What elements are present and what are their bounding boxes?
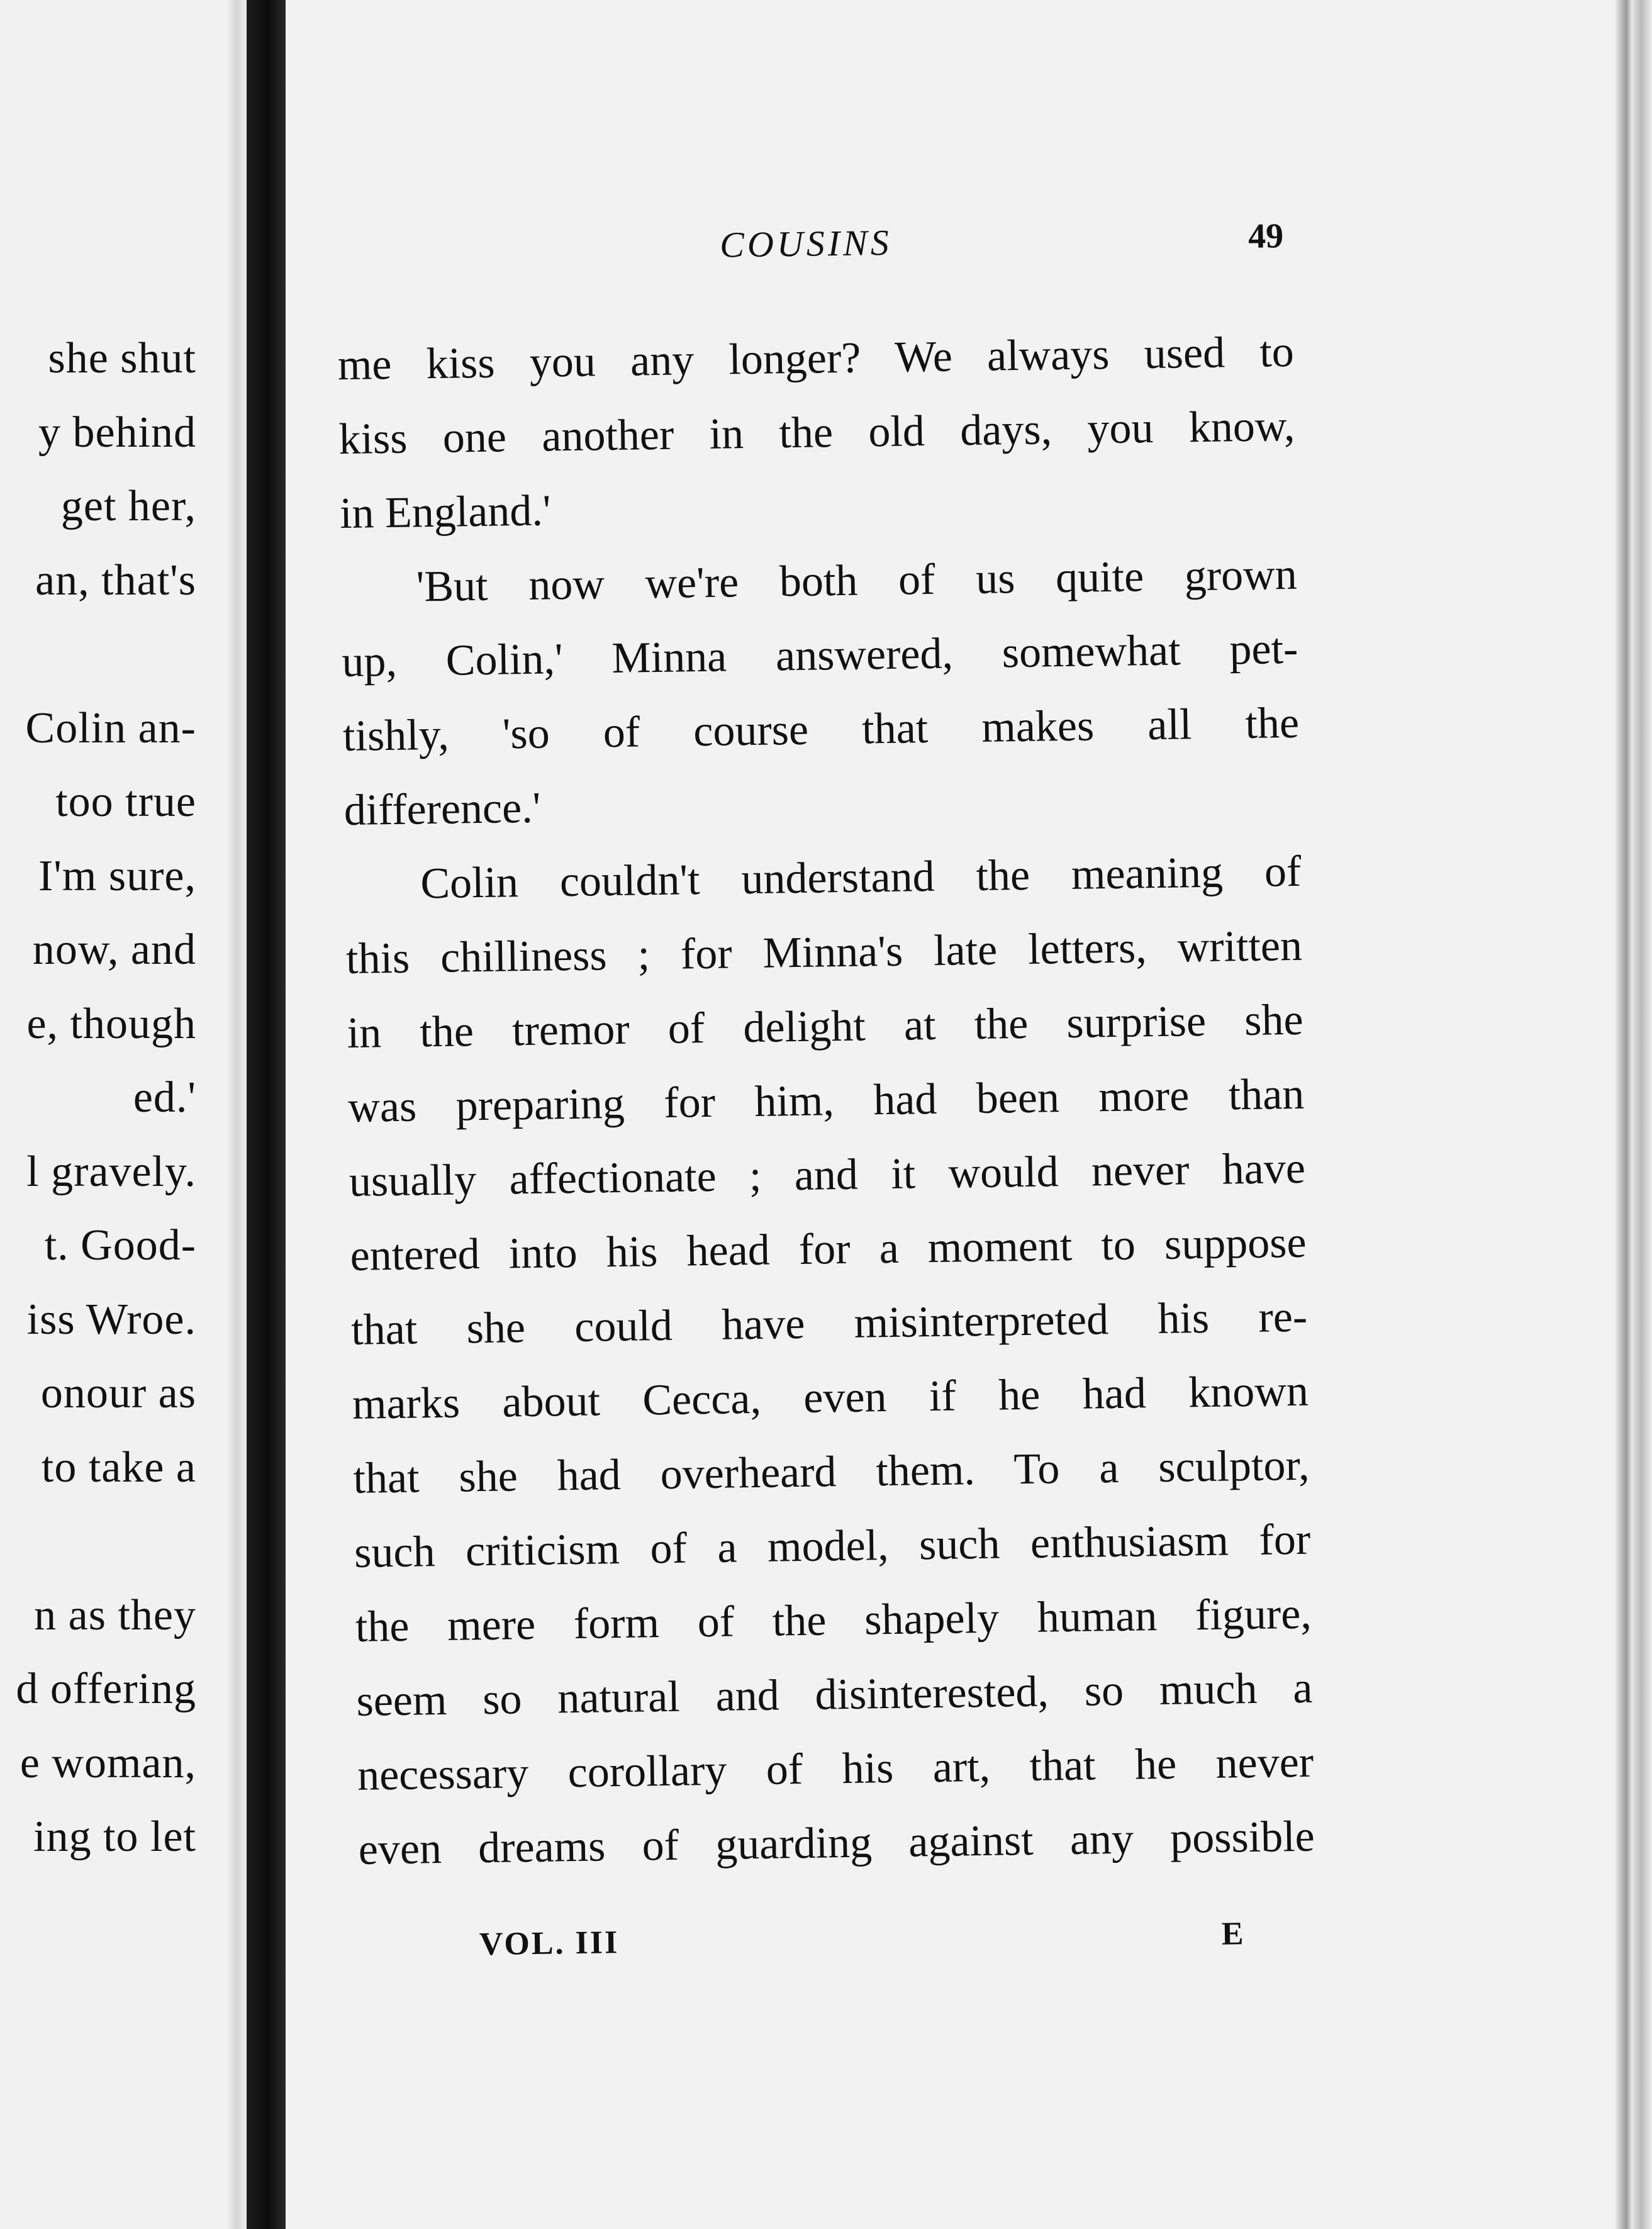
left-page-line: to take a: [41, 1443, 196, 1492]
body-text-line: was preparing for him, had been more than: [347, 1070, 1305, 1132]
body-text-line: difference.': [343, 783, 541, 835]
left-page-line: get her,: [60, 482, 196, 530]
right-page: [286, 0, 1616, 2229]
left-page-line: y behind: [38, 408, 196, 457]
left-page-line: Colin an-: [25, 703, 196, 752]
book-gutter: [247, 0, 286, 2229]
left-facing-page: [0, 0, 247, 2229]
body-text-line: even dreams of guarding against any possible: [358, 1812, 1315, 1874]
left-page-line: iss Wroe.: [26, 1295, 196, 1344]
left-page-line: an, that's: [35, 556, 196, 605]
right-page-edge: [1616, 0, 1652, 2229]
body-text-line: Colin couldn't understand the meaning of: [420, 847, 1302, 908]
left-page-line: l gravely.: [26, 1147, 196, 1196]
left-page-line: ing to let: [33, 1813, 196, 1861]
body-text-line: 'But now we're both of us quite grown: [416, 550, 1298, 612]
left-page-line: e, though: [26, 999, 196, 1048]
body-text-line: necessary corollary of his art, that he never: [357, 1738, 1314, 1800]
left-page-line: too true: [55, 778, 196, 826]
body-text-line: this chilliness ; for Minna's late letters, written: [345, 921, 1303, 983]
left-page-line: e woman,: [20, 1738, 196, 1787]
left-page-line: n as they: [34, 1590, 196, 1640]
running-head: COUSINS: [719, 221, 893, 265]
left-page-edge: [226, 0, 247, 2229]
body-text-line: that she could have misinterpreted his re-: [350, 1292, 1308, 1355]
body-text-line: kiss one another in the old days, you know,: [338, 401, 1295, 464]
left-page-line: t. Good-: [44, 1221, 196, 1270]
body-text-line: in the tremor of delight at the surprise she: [347, 995, 1304, 1058]
page-number: 49: [1247, 216, 1284, 256]
left-page-line: I'm sure,: [38, 851, 196, 900]
footer-signature: E: [1221, 1916, 1244, 1952]
body-text-line: such criticism of a model, such enthusiasm for: [354, 1515, 1311, 1577]
left-page-line: onour as: [40, 1369, 196, 1417]
body-text-line: usually affectionate ; and it would never have: [349, 1144, 1306, 1206]
body-text-line: seem so natural and disinterested, so much a: [355, 1663, 1313, 1726]
body-text-line: the mere form of the shapely human figure,: [355, 1589, 1312, 1651]
body-text-line: tishly, 'so of course that makes all the: [342, 698, 1300, 761]
footer-volume: VOL. III: [479, 1925, 620, 1963]
body-text-line: entered into his head for a moment to suppose: [350, 1218, 1307, 1280]
left-page-line: d offering: [16, 1665, 196, 1713]
body-text-line: me kiss you any longer? We always used to: [337, 327, 1295, 390]
body-text-line: marks about Cecca, even if he had known: [352, 1366, 1309, 1429]
left-page-line: she shut: [48, 334, 196, 383]
body-text-line: in England.': [339, 486, 552, 539]
right-page-text-block: [286, 0, 1616, 2229]
left-page-line: ed.': [133, 1073, 196, 1122]
body-text-line: up, Colin,' Minna answered, somewhat pet-: [341, 624, 1298, 687]
body-text-line: that she had overheard them. To a sculptor,: [353, 1441, 1310, 1503]
left-page-line: now, and: [32, 925, 196, 974]
